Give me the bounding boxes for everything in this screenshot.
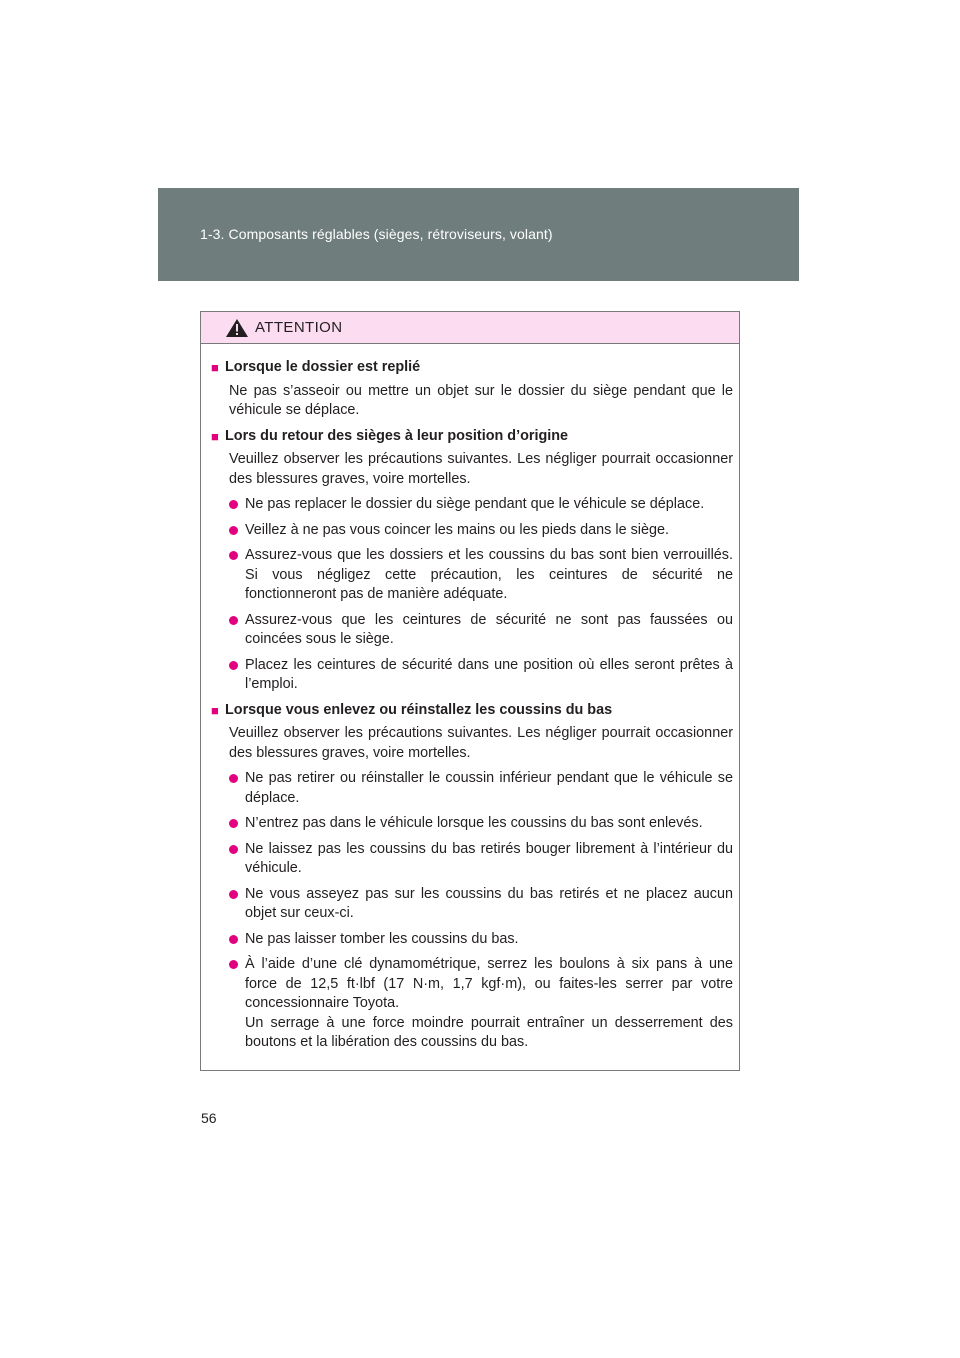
section-heading-text: Lorsque vous enlevez ou réinstallez les coussins du bas: [225, 701, 613, 718]
list-item: [229, 814, 733, 834]
magenta-dot-icon: [229, 551, 238, 560]
list-item: [229, 495, 733, 515]
magenta-dot-icon: [229, 616, 238, 625]
list-item: [229, 521, 733, 541]
list-item-text: Ne laissez pas les coussins du bas retirés bouger librement à l’intérieur du véhicule.: [245, 840, 733, 876]
warning-triangle-icon: [225, 318, 249, 338]
list-item-text: Ne pas laisser tomber les coussins du bas.: [245, 930, 519, 947]
list-item: [229, 656, 733, 695]
list-item-text: N’entrez pas dans le véhicule lorsque les coussins du bas sont enlevés.: [245, 815, 703, 831]
list-item-text: Assurez-vous que les ceintures de sécurité ne sont pas faussées ou coincées sous le siège.: [245, 611, 733, 647]
list-item-text: Veillez à ne pas vous coincer les mains ou les pieds dans le siège.: [245, 521, 669, 538]
list-item-text: Assurez-vous que les dossiers et les coussins du bas sont bien verrouillés. Si vous négligez cette précaution, les ceintures de sécurité ne fonctionneront pas de manière adéquate.: [245, 547, 733, 602]
magenta-dot-icon: [229, 500, 238, 509]
list-item-text: Placez les ceintures de sécurité dans une position où elles seront prêtes à l’emploi.: [245, 656, 733, 692]
magenta-dot-icon: [229, 845, 238, 854]
list-item-text: Ne pas retirer ou réinstaller le coussin inférieur pendant que le véhicule se déplace.: [245, 770, 733, 806]
section-heading: [211, 427, 733, 447]
section-paragraph: Veuillez observer les précautions suivantes. Les négliger pourrait occasionner des blessures graves, voire mortelles.: [229, 451, 733, 487]
list-item-text: Ne pas replacer le dossier du siège pendant que le véhicule se déplace.: [245, 496, 705, 512]
page-number: 56: [201, 1110, 217, 1126]
warning-label: ATTENTION: [255, 319, 343, 336]
magenta-dot-icon: [229, 661, 238, 670]
magenta-dot-icon: [229, 890, 238, 899]
list-item: [229, 611, 733, 650]
list-item-text: Ne vous asseyez pas sur les coussins du bas retirés et ne placez aucun objet sur ceux-ci.: [245, 885, 733, 921]
section-paragraph: Veuillez observer les précautions suivantes. Les négliger pourrait occasionner des blessures graves, voire mortelles.: [229, 725, 733, 761]
section-heading: [211, 701, 733, 721]
section-title: 1-3. Composants réglables (sièges, rétroviseurs, volant): [200, 226, 553, 242]
magenta-dot-icon: [229, 960, 238, 969]
warning-body: [201, 344, 739, 1053]
list-item: [229, 769, 733, 808]
section-paragraph: Ne pas s’asseoir ou mettre un objet sur le dossier du siège pendant que le véhicule se déplace.: [229, 382, 733, 418]
magenta-dot-icon: [229, 774, 238, 783]
list-item: [229, 930, 733, 950]
list-item: [229, 840, 733, 879]
section-header-band: [158, 188, 799, 281]
magenta-dot-icon: [229, 935, 238, 944]
list-item: [229, 885, 733, 924]
magenta-dot-icon: [229, 526, 238, 535]
warning-box: [200, 311, 740, 1071]
square-bullet-icon: ■: [211, 360, 219, 375]
section-heading-text: Lorsque le dossier est replié: [225, 359, 421, 375]
square-bullet-icon: ■: [211, 702, 219, 718]
square-bullet-icon: ■: [211, 428, 219, 444]
list-item: [229, 546, 733, 605]
section-heading: [211, 358, 733, 378]
warning-header: [201, 312, 739, 344]
magenta-dot-icon: [229, 819, 238, 828]
section-heading-text: Lors du retour des sièges à leur position d’origine: [225, 427, 569, 444]
list-item-text: À l’aide d’une clé dynamométrique, serrez les boulons à six pans à une force de 12,5 ft·lbf (17 N·m, 1,7 kgf·m), ou faites-les serrer par votre concessionnaire Toyota. Un serrage à une force moindre pourrait entraîner un desserrement des boutons et la libération des coussins du bas.: [245, 956, 733, 1050]
list-item: [229, 955, 733, 1053]
